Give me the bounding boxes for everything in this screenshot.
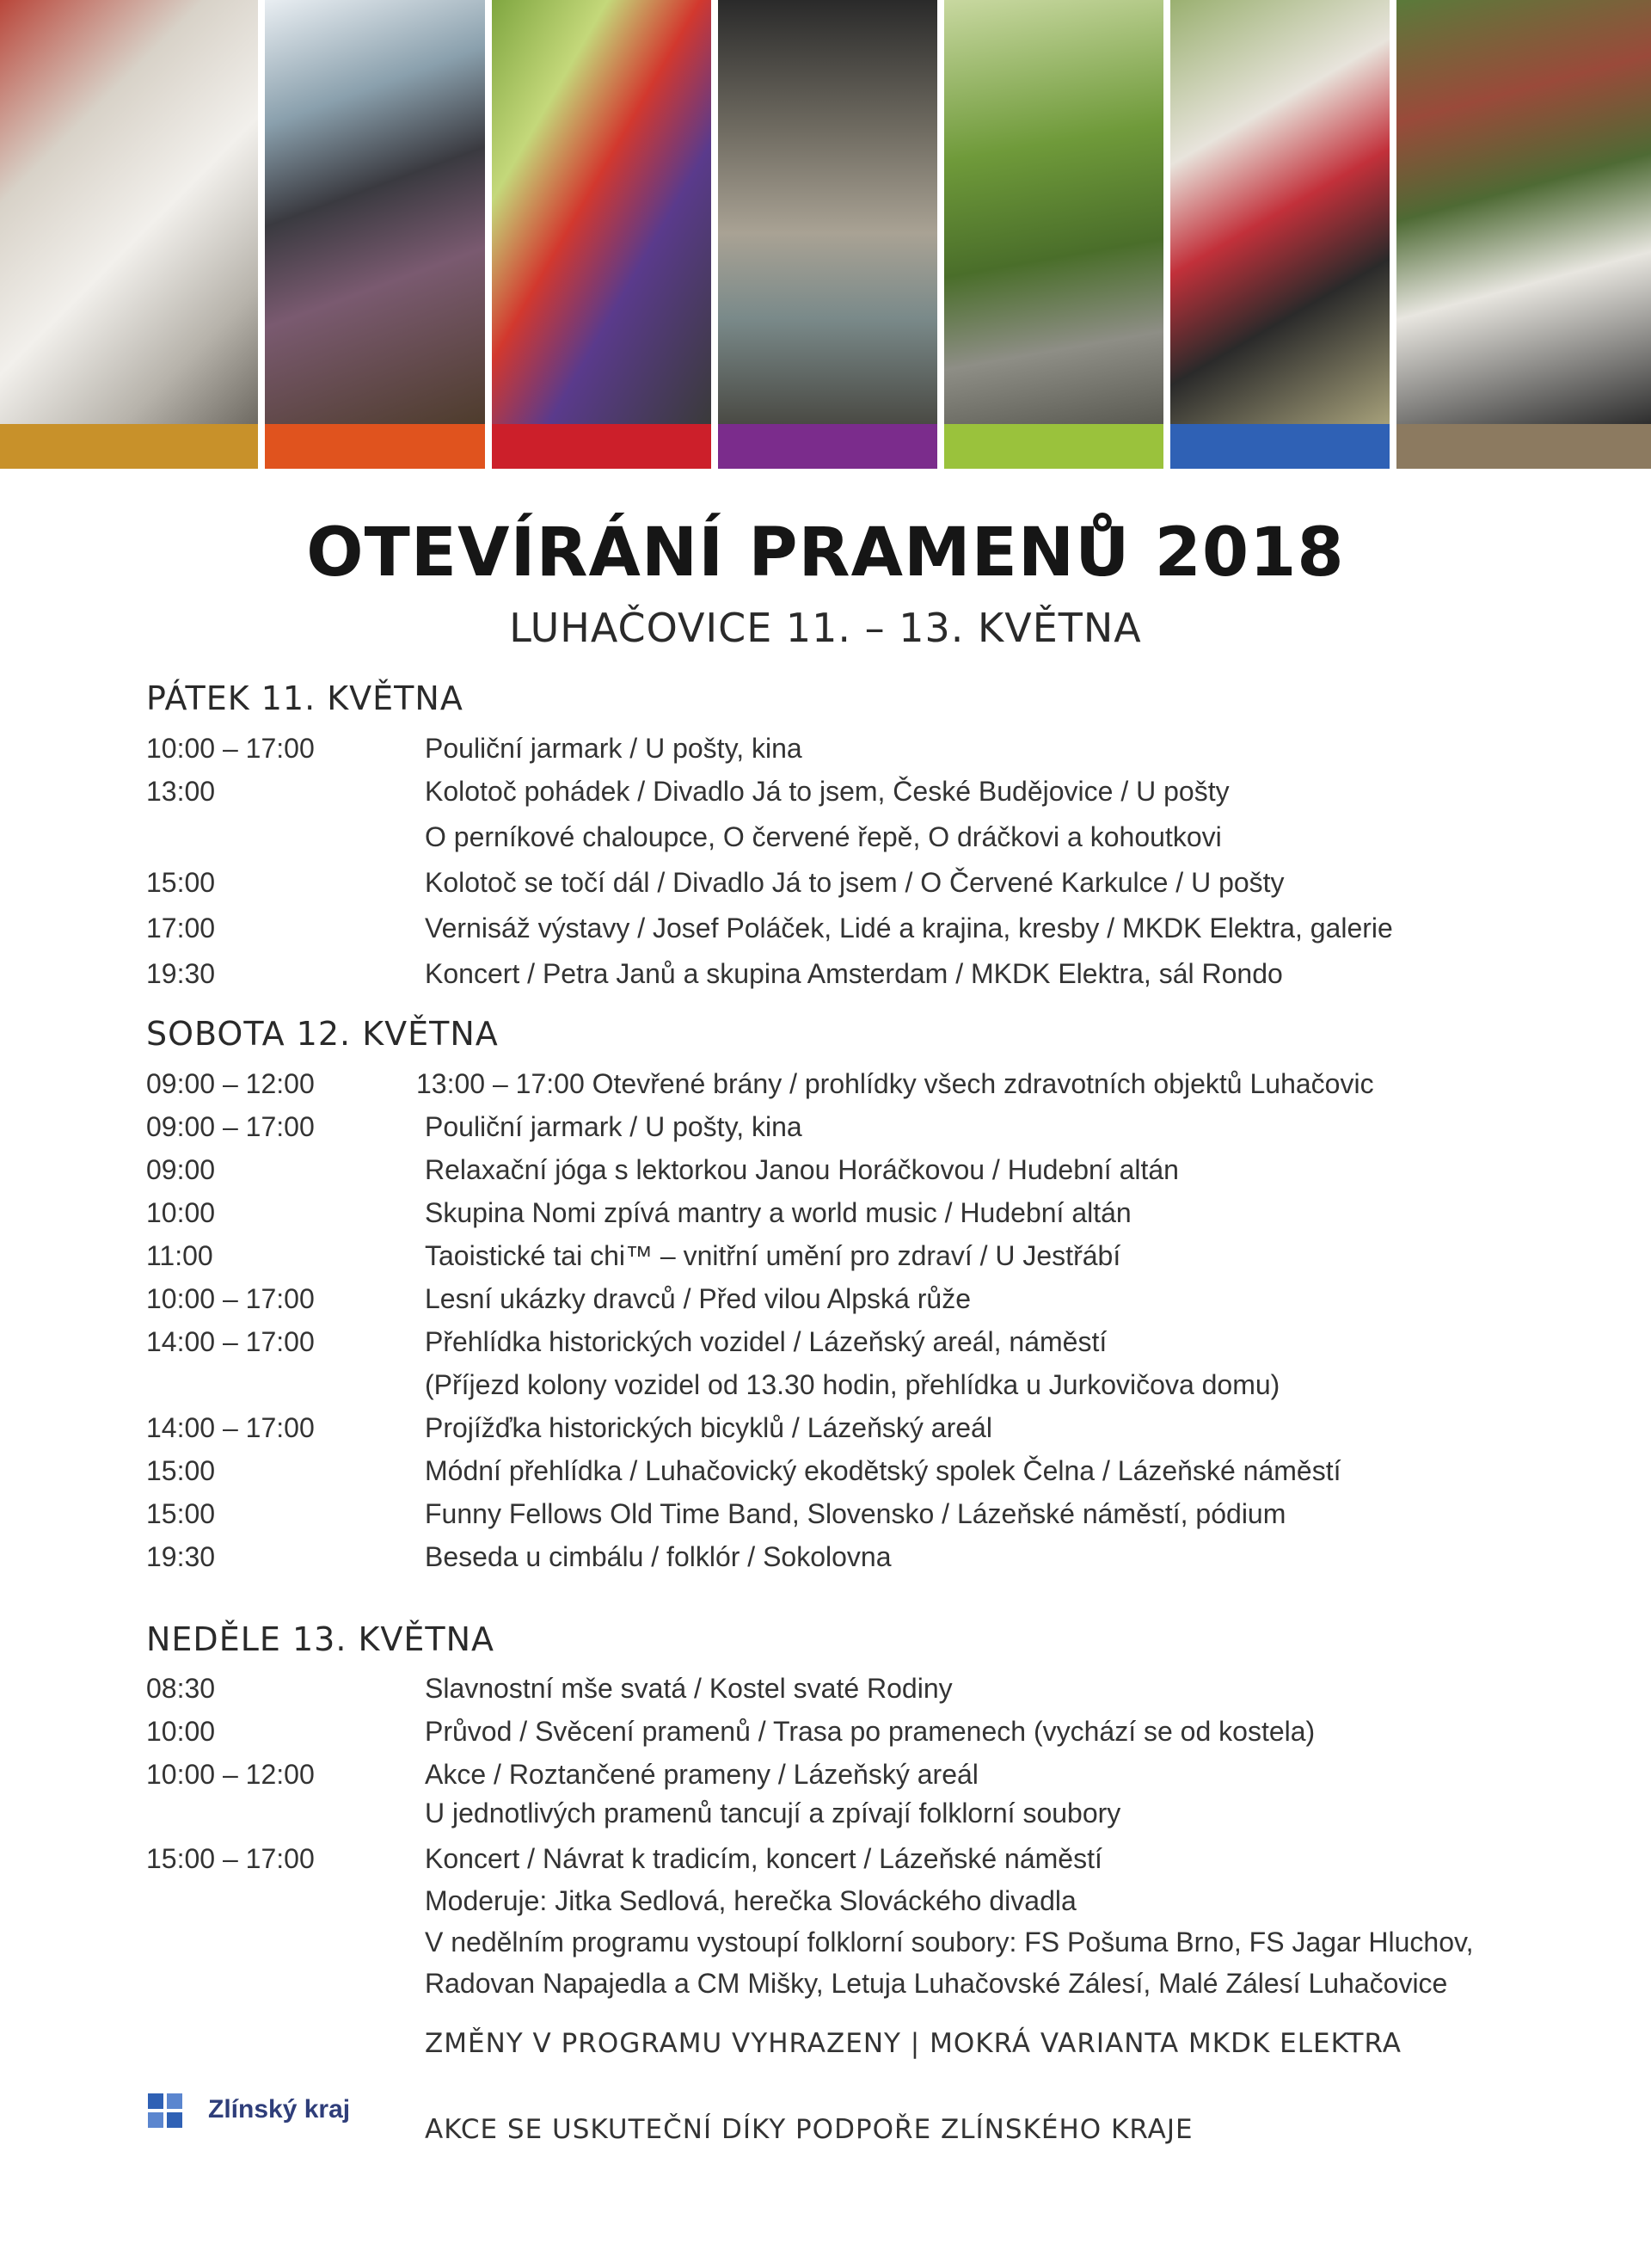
event-description: Funny Fellows Old Time Band, Slovensko / Lázeňské náměstí, pódium: [425, 1498, 1286, 1529]
schedule-row: [146, 1111, 1565, 1154]
banner-photo-7: [1396, 0, 1651, 469]
schedule-row: [146, 776, 1565, 819]
schedule-row: [146, 1283, 1565, 1326]
schedule-row: [146, 1885, 1565, 1928]
event-description: 13:00 – 17:00 Otevřené brány / prohlídky všech zdravotních objektů Luhačovic: [416, 1068, 1374, 1099]
event-time: 09:00: [146, 1154, 216, 1185]
schedule-row: [146, 1843, 1565, 1886]
event-time: 10:00: [146, 1197, 216, 1228]
region-emblem-icon: [144, 2090, 186, 2131]
schedule-row: [146, 1716, 1565, 1759]
day-heading-friday: PÁTEK 11. KVĚTNA: [146, 679, 463, 717]
color-stripe-blue: [1170, 424, 1390, 469]
event-time: 10:00: [146, 1716, 216, 1747]
event-description: Pouliční jarmark / U pošty, kina: [425, 733, 802, 764]
schedule-row: [146, 821, 1565, 864]
schedule-row: [146, 1927, 1565, 1970]
event-description: Projížďka historických bicyklů / Lázeňský areál: [425, 1412, 992, 1443]
event-time: 14:00 – 17:00: [146, 1326, 315, 1357]
schedule-row: [146, 1068, 1565, 1111]
schedule-row: [146, 1541, 1565, 1584]
color-stripe-green: [944, 424, 1163, 469]
event-description: Taoistické tai chi™ – vnitřní umění pro zdraví / U Jestřábí: [425, 1240, 1121, 1271]
page-subtitle: LUHAČOVICE 11. – 13. KVĚTNA: [509, 605, 1142, 651]
event-description: Koncert / Petra Janů a skupina Amsterdam / MKDK Elektra, sál Rondo: [425, 958, 1283, 989]
event-description: (Příjezd kolony vozidel od 13.30 hodin, přehlídka u Jurkovičova domu): [425, 1369, 1280, 1400]
color-stripe-purple: [718, 424, 937, 469]
event-description: Radovan Napajedla a CM Mišky, Letuja Luhačovské Zálesí, Malé Zálesí Luhačovice: [425, 1968, 1448, 1999]
event-time: 15:00: [146, 1498, 216, 1529]
banner-photo-1: [0, 0, 258, 469]
schedule-row: [146, 1154, 1565, 1197]
event-time: 19:30: [146, 958, 216, 989]
schedule-row: [146, 1369, 1565, 1412]
schedule-row: [146, 1798, 1565, 1841]
schedule-row: [146, 1197, 1565, 1240]
day-heading-saturday: SOBOTA 12. KVĚTNA: [146, 1015, 499, 1053]
schedule-row: [146, 958, 1565, 1001]
event-time: 19:30: [146, 1541, 216, 1572]
event-time: 15:00 – 17:00: [146, 1843, 315, 1874]
event-time: 10:00 – 17:00: [146, 733, 315, 764]
program-changes-note: ZMĚNY V PROGRAMU VYHRAZENY | MOKRÁ VARIANTA MKDK ELEKTRA: [425, 2028, 1402, 2059]
event-time: 13:00: [146, 776, 216, 807]
event-description: V nedělním programu vystoupí folklorní soubory: FS Pošuma Brno, FS Jagar Hluchov,: [425, 1927, 1474, 1958]
banner-photo-4: [718, 0, 937, 469]
event-description: Akce / Roztančené prameny / Lázeňský areál: [425, 1759, 979, 1790]
day-heading-sunday: NEDĚLE 13. KVĚTNA: [146, 1620, 495, 1658]
schedule-row: [146, 1759, 1565, 1802]
event-time: 15:00: [146, 1455, 216, 1486]
schedule-row: [146, 1968, 1565, 2011]
event-description: Kolotoč se točí dál / Divadlo Já to jsem / O Červené Karkulce / U pošty: [425, 867, 1285, 898]
event-time: 14:00 – 17:00: [146, 1412, 315, 1443]
event-description: Lesní ukázky dravců / Před vilou Alpská růže: [425, 1283, 971, 1314]
event-description: Moderuje: Jitka Sedlová, herečka Slováckého divadla: [425, 1885, 1077, 1916]
schedule-row: [146, 867, 1565, 910]
color-stripe-red: [492, 424, 711, 469]
event-description: Slavnostní mše svatá / Kostel svaté Rodiny: [425, 1673, 953, 1704]
support-note: AKCE SE USKUTEČNÍ DÍKY PODPOŘE ZLÍNSKÉHO KRAJE: [425, 2114, 1194, 2145]
color-stripe-orange: [265, 424, 485, 469]
color-stripe-taupe: [1396, 424, 1651, 469]
event-description: Beseda u cimbálu / folklór / Sokolovna: [425, 1541, 892, 1572]
banner-photo-6: [1170, 0, 1390, 469]
schedule-row: [146, 1455, 1565, 1498]
banner-photo-3: [492, 0, 711, 469]
event-time: 09:00 – 12:00: [146, 1068, 315, 1099]
event-description: Skupina Nomi zpívá mantry a world music / Hudební altán: [425, 1197, 1132, 1228]
event-description: Přehlídka historických vozidel / Lázeňský areál, náměstí: [425, 1326, 1108, 1357]
event-time: 15:00: [146, 867, 216, 898]
banner-photo-2: [265, 0, 485, 469]
event-description: Kolotoč pohádek / Divadlo Já to jsem, České Budějovice / U pošty: [425, 776, 1230, 807]
page-title: OTEVÍRÁNÍ PRAMENŮ 2018: [306, 514, 1345, 592]
event-description: Koncert / Návrat k tradicím, koncert / Lázeňské náměstí: [425, 1843, 1102, 1874]
event-description: Pouliční jarmark / U pošty, kina: [425, 1111, 802, 1142]
zlin-region-logo: [144, 2083, 402, 2143]
event-description: Vernisáž výstavy / Josef Poláček, Lidé a krajina, kresby / MKDK Elektra, galerie: [425, 913, 1393, 943]
schedule-row: [146, 1326, 1565, 1369]
banner-photo-5: [944, 0, 1163, 469]
photo-banner: [0, 0, 1651, 469]
schedule-row: [146, 1498, 1565, 1541]
event-time: 10:00 – 12:00: [146, 1759, 315, 1790]
schedule-row: [146, 1412, 1565, 1455]
event-description: Módní přehlídka / Luhačovický ekodětský spolek Čelna / Lázeňské náměstí: [425, 1455, 1341, 1486]
event-time: 10:00 – 17:00: [146, 1283, 315, 1314]
event-time: 08:30: [146, 1673, 216, 1704]
schedule-row: [146, 913, 1565, 956]
schedule-row: [146, 1673, 1565, 1716]
event-time: 11:00: [146, 1240, 213, 1271]
event-description: O perníkové chaloupce, O červené řepě, O dráčkovi a kohoutkovi: [425, 821, 1222, 852]
event-time: 17:00: [146, 913, 216, 943]
color-stripe-gold: [0, 424, 258, 469]
event-time: 09:00 – 17:00: [146, 1111, 315, 1142]
event-description: Relaxační jóga s lektorkou Janou Horáčkovou / Hudební altán: [425, 1154, 1179, 1185]
event-description: U jednotlivých pramenů tancují a zpívají folklorní soubory: [425, 1798, 1121, 1829]
schedule-row: [146, 733, 1565, 776]
schedule-row: [146, 1240, 1565, 1283]
logo-text: Zlínský kraj: [208, 2095, 351, 2124]
event-description: Průvod / Svěcení pramenů / Trasa po pramenech (vychází se od kostela): [425, 1716, 1316, 1747]
